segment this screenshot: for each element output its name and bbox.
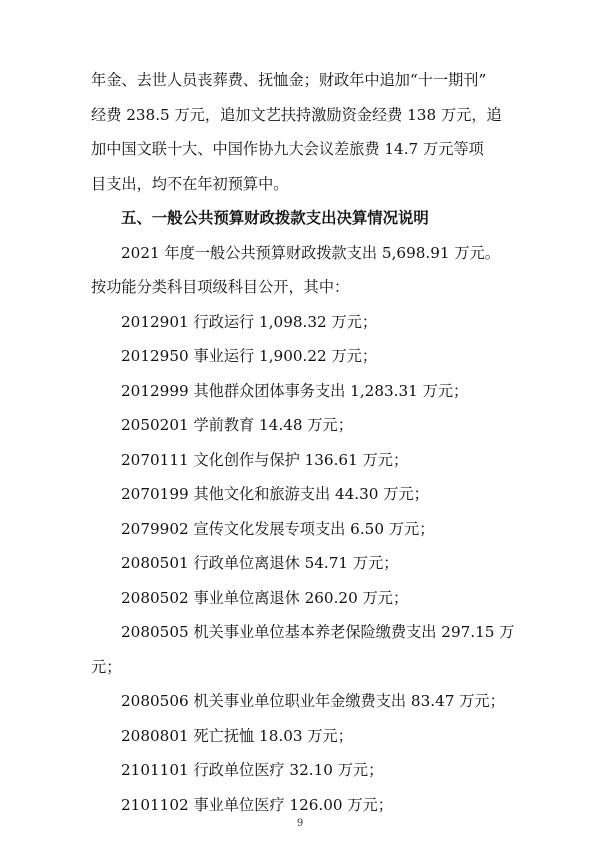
page-number: 9 [296,818,304,829]
expense-item: 2101101 行政单位医疗 32.10 万元； [121,761,384,779]
expense-item: 2080502 事业单位离退休 260.20 万元； [121,588,409,607]
summary-line: 按功能分类科目项级科目公开，其中： [91,278,350,296]
expense-item: 2080505 机关事业单位基本养老保险缴费支出 297.15 万 [121,623,515,641]
intro-line: 经费 238.5 万元，追加文艺扶持激励资金经费 138 万元，追 [91,105,502,124]
intro-line: 加中国文联十大、中国作协九大会议差旅费 14.7 万元等项 [91,140,484,158]
expense-item: 2080501 行政单位离退休 54.71 万元； [121,554,399,572]
expense-item: 2070199 其他文化和旅游支出 44.30 万元； [121,485,429,503]
expense-item: 2079902 宣传文化发展专项支出 6.50 万元； [121,519,435,538]
expense-item: 2101102 事业单位医疗 126.00 万元； [121,795,393,814]
expense-item: 2080506 机关事业单位职业年金缴费支出 83.47 万元； [121,692,505,710]
summary-line: 2021 年度一般公共预算财政拨款支出 5,698.91 万元。 [121,243,500,262]
expense-item: 2070111 文化创作与保护 136.61 万元； [121,450,409,469]
expense-item: 2080801 死亡抚恤 18.03 万元； [121,726,353,745]
expense-item: 2012999 其他群众团体事务支出 1,283.31 万元； [121,381,469,400]
expense-item-continuation: 元； [91,657,122,676]
expense-item: 2012901 行政运行 1,098.32 万元； [121,312,378,331]
intro-line: 目支出，均不在年初预算中。 [91,174,289,193]
expense-item: 2050201 学前教育 14.48 万元； [121,416,353,434]
expense-item: 2012950 事业运行 1,900.22 万元； [121,347,378,365]
intro-line: 年金、去世人员丧葬费、抚恤金；财政年中追加“十一期刊” [91,71,487,89]
section-heading: 五、一般公共预算财政拨款支出决算情况说明 [121,209,429,227]
